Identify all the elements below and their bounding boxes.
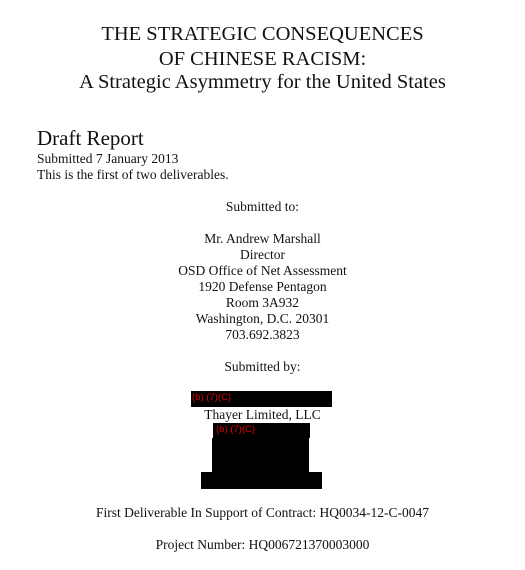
submitted-by-label: Submitted by: xyxy=(224,359,301,374)
document-title-line-2: OF CHINESE RACISM: xyxy=(158,48,367,70)
redaction-code-2: (b) (7)(C) xyxy=(216,424,256,435)
redaction-box-2-base xyxy=(201,472,322,489)
recipient-name: Mr. Andrew Marshall xyxy=(204,231,321,246)
deliverable-note: This is the first of two deliverables. xyxy=(37,167,229,182)
document-title-line-1: THE STRATEGIC CONSEQUENCES xyxy=(101,23,424,45)
submitted-to-label: Submitted to: xyxy=(225,199,300,214)
recipient-address: 1920 Defense Pentagon xyxy=(198,279,327,294)
document-subtitle: A Strategic Asymmetry for the United States xyxy=(79,71,446,93)
recipient-phone: 703.692.3823 xyxy=(225,327,300,342)
redaction-code-1: (b) (7)(C) xyxy=(192,392,232,403)
contract-line: First Deliverable In Support of Contract: HQ0034-12-C-0047 xyxy=(96,505,429,520)
recipient-title: Director xyxy=(240,247,285,262)
redaction-box-2-body xyxy=(212,438,309,472)
recipient-room: Room 3A932 xyxy=(225,295,300,310)
recipient-city: Washington, D.C. 20301 xyxy=(195,311,330,326)
report-heading: Draft Report xyxy=(37,126,144,150)
recipient-office: OSD Office of Net Assessment xyxy=(178,263,347,278)
submitted-date: Submitted 7 January 2013 xyxy=(37,151,179,166)
project-number: Project Number: HQ006721370003000 xyxy=(155,537,370,552)
submitter-organization: Thayer Limited, LLC xyxy=(204,407,321,422)
